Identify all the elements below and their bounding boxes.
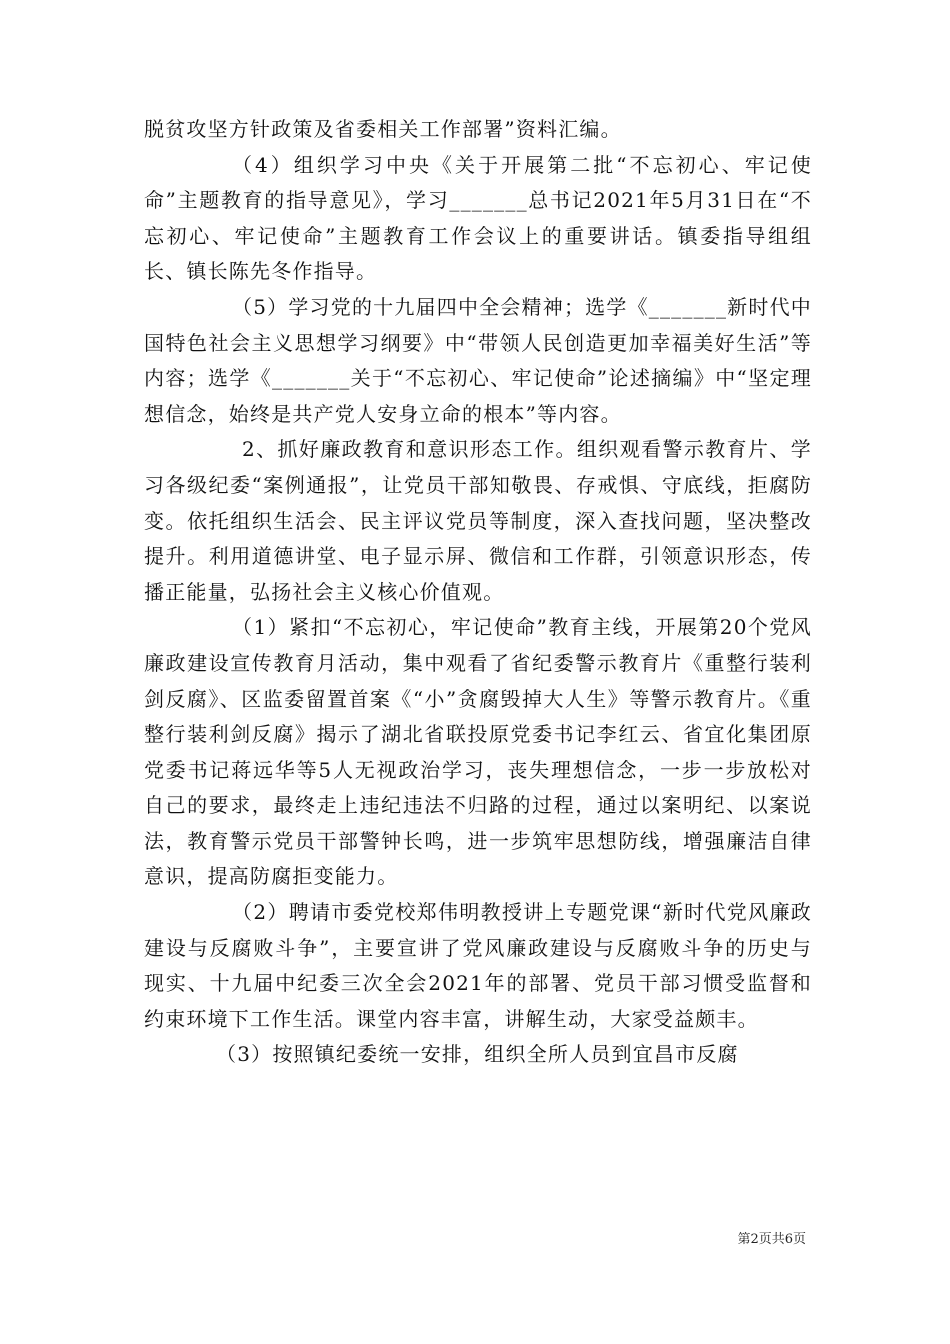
paragraph-item-5: （5）学习党的十九届四中全会精神；选学《_______新时代中国特色社会主义思想学习纲要》中“带领人民创造更加幸福美好生活”等内容；选学《_______关于“不忘初心、牢记使命”论述摘编》中“坚定理想信念，始终是共产党人安身立命的根本”等内容。	[144, 294, 812, 426]
paragraph-item-1: （1）紧扣“不忘初心，牢记使命”教育主线，开展第20个党风廉政建设宣传教育月活动，集中观看了省纪委警示教育片《重整行装利剑反腐》、区监委留置首案《“小”贪腐毁掉大人生》等警示教育片。《重整行装利剑反腐》揭示了湖北省联投原党委书记李红云、省宜化集团原党委书记蒋远华等5人无视政治学习，丧失理想信念，一步一步放松对自己的要求，最终走上违纪违法不归路的过程，通过以案明纪、以案说法，教育警示党员干部警钟长鸣，进一步筑牢思想防线，增强廉洁自律意识，提高防腐拒变能力。	[144, 615, 812, 889]
paragraph-item-4: （4）组织学习中央《关于开展第二批“不忘初心、牢记使命”主题教育的指导意见》，学习_______总书记2021年5月31日在“不忘初心、牢记使命”主题教育工作会议上的重要讲话。镇委指导组组长、镇长陈先冬作指导。	[144, 152, 812, 284]
paragraph-continuation: 脱贫攻坚方针政策及省委相关工作部署”资料汇编。	[144, 117, 622, 141]
document-body	[144, 112, 812, 1073]
page-number-footer: 第2页共6页	[737, 1232, 806, 1247]
paragraph-item-3: （3）按照镇纪委统一安排，组织全所人员到宜昌市反腐	[216, 1042, 739, 1067]
paragraph-section-2: 2、抓好廉政教育和意识形态工作。组织观看警示教育片、学习各级纪委“案例通报”，让党员干部知敬畏、存戒惧、守底线，拒腐防变。依托组织生活会、民主评议党员等制度，深入查找问题，坚决整改提升。利用道德讲堂、电子显示屏、微信和工作群，引领意识形态，传播正能量，弘扬社会主义核心价值观。	[144, 437, 812, 604]
paragraph-item-2: （2）聘请市委党校郑伟明教授讲上专题党课“新时代党风廉政建设与反腐败斗争”，主要宣讲了党风廉政建设与反腐败斗争的历史与现实、十九届中纪委三次全会2021年的部署、党员干部习惯受监督和约束环境下工作生活。课堂内容丰富，讲解生动，大家受益颇丰。	[144, 900, 812, 1031]
